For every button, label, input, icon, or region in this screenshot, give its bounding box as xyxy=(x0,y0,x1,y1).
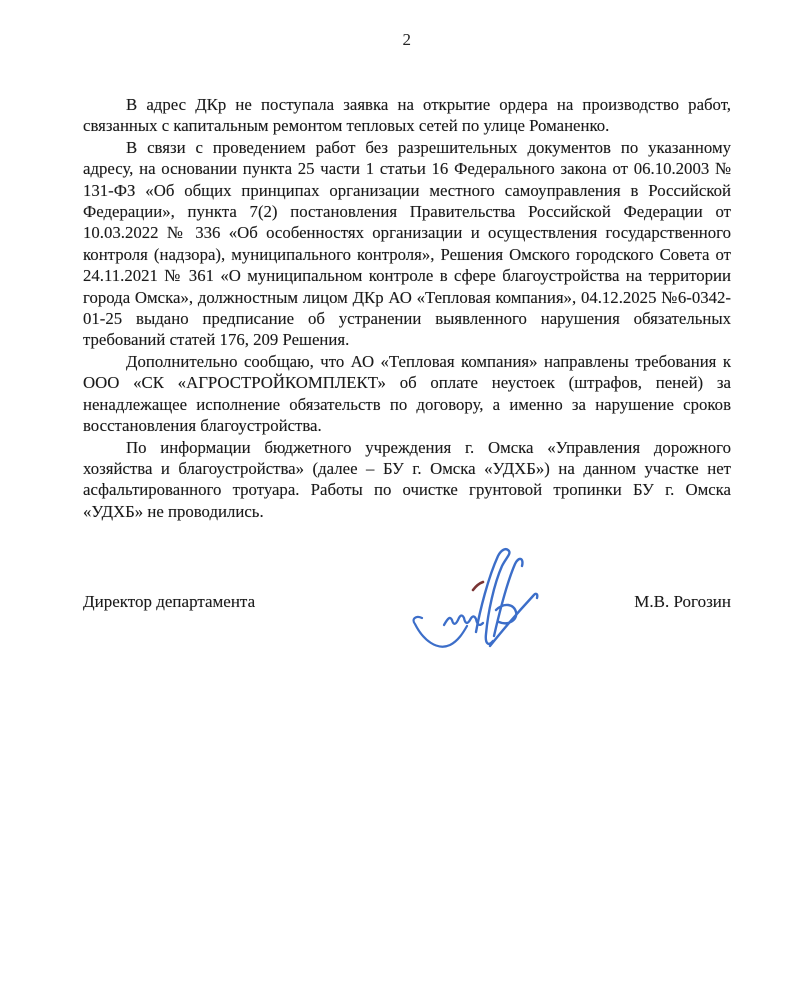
paragraph-sidewalk-info: По информации бюджетного учреждения г. Омска «Управления дорожного хозяйства и благоустройства» (далее – БУ г. Омска «УДХБ») на данном участке нет асфальтированного тротуара. Работы по очистке грунтовой тропинки БУ г. Омска «УДХБ» не проводились. xyxy=(83,437,731,521)
signer-title: Директор департамента xyxy=(83,592,256,611)
paragraph-order-request: В адрес ДКр не поступала заявка на открытие ордера на производство работ, связанных с капитальным ремонтом тепловых сетей по улице Романенко. xyxy=(83,95,731,136)
document-body xyxy=(83,94,731,522)
page-number: 2 xyxy=(402,30,412,49)
paragraph-legal-basis: В связи с проведением работ без разрешительных документов по указанному адресу, на основании пункта 25 части 1 статьи 16 Федерального закона от 06.10.2003 № 131-ФЗ «Об общих принципах организации местного самоуправления в Российской Федерации», пункта 7(2) постановления Правительства Российской Федерации от 10.03.2022 № 336 «Об особенностях организации и осуществления государственного контроля (надзора), муниципального контроля», Решения Омского городского Совета от 24.11.2021 № 361 «О муниципальном контроле в сфере благоустройства на территории города Омска», должностным лицом ДКр АО «Тепловая компания», 04.12.2025 №6-0342-01-25 выдано предписание об устранении выявленного нарушения обязательных требований статей 176, 209 Решения. xyxy=(83,137,731,350)
signer-name: М.В. Рогозин xyxy=(634,592,731,611)
signature-block xyxy=(83,592,731,612)
paragraph-penalties: Дополнительно сообщаю, что АО «Тепловая компания» направлены требования к ООО «СК «АГРОСТРОЙКОМПЛЕКТ» об оплате неустоек (штрафов, пеней) за ненадлежащее исполнение обязательств по договору, а именно за нарушение сроков восстановления благоустройства. xyxy=(83,351,731,436)
